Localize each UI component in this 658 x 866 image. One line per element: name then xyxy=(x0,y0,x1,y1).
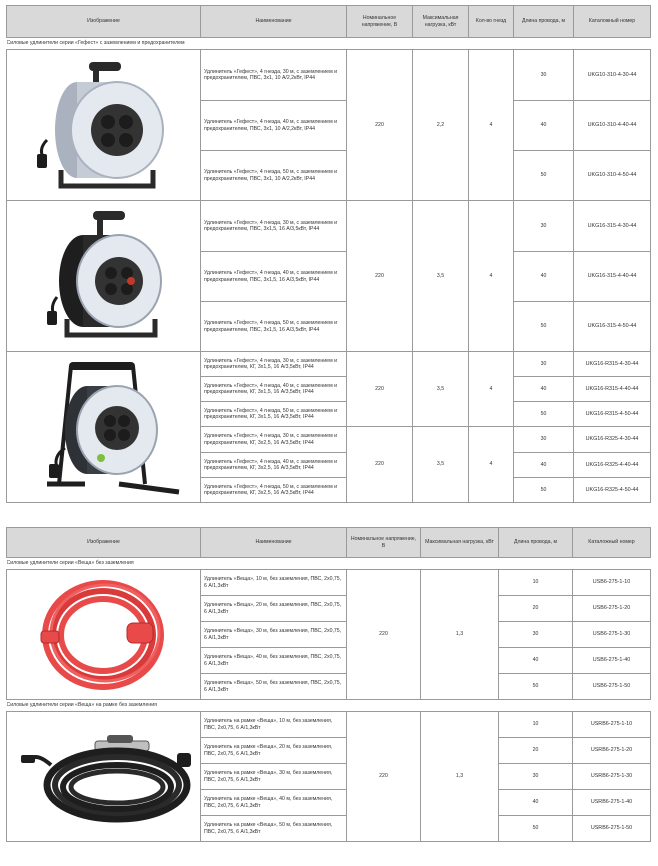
voltage-value: 220 xyxy=(347,352,413,427)
col-header-load: Максимальная нагрузка, кВт xyxy=(421,528,499,558)
length-value: 30 xyxy=(514,427,574,453)
col-header-voltage: Номинальное напряжение, В xyxy=(347,6,413,38)
length-value: 10 xyxy=(499,570,573,596)
catalog-number: UKG16-315-4-50-44 xyxy=(574,302,651,352)
col-header-sockets: Кол-во гнезд xyxy=(469,6,514,38)
coiled-red-cable-icon xyxy=(7,571,201,699)
table-row xyxy=(7,352,651,377)
product-name: Удлинитель «Гефест», 4 гнезда, 30 м, с заземлением и предохранителем, КГ, 3х2,5, 16 А/3,5кВт, IP44 xyxy=(201,427,347,453)
product-name: Удлинитель на рамке «Веща», 40 м, без заземления, ПВС, 2х0,75, 6 А/1,3кВт xyxy=(201,790,347,816)
product-name: Удлинитель на рамке «Веща», 30 м, без заземления, ПВС, 2х0,75, 6 А/1,3кВт xyxy=(201,764,347,790)
length-value: 50 xyxy=(499,674,573,700)
section-row xyxy=(7,700,651,712)
section-row xyxy=(7,38,651,50)
load-value: 1,3 xyxy=(421,712,499,842)
product-name: Удлинитель на рамке «Веща», 10 м, без заземления, ПВС, 2х0,75, 6 А/1,3кВт xyxy=(201,712,347,738)
col-header-image: Изображение xyxy=(7,528,201,558)
length-value: 20 xyxy=(499,738,573,764)
extension-cords-table xyxy=(6,527,651,842)
product-name: Удлинитель «Веща», 10 м, без заземления, ПВС, 2х0,75, 6 А/1,3кВт xyxy=(201,570,347,596)
catalog-number: USRB6-275-1-10 xyxy=(573,712,651,738)
product-name: Удлинитель «Гефест», 4 гнезда, 50 м, с заземлением и предохранителем, ПВС, 3х1, 10 А/2,2кВт, IP44 xyxy=(201,151,347,201)
product-image-cell xyxy=(7,50,201,201)
length-value: 40 xyxy=(514,101,574,151)
catalog-number: UKG16-R315-4-30-44 xyxy=(574,352,651,377)
cable-on-frame-icon xyxy=(7,713,201,841)
col-header-length: Длина провода, м xyxy=(499,528,573,558)
col-header-name: Наименование xyxy=(201,528,347,558)
extension-reels-table xyxy=(6,5,651,503)
col-header-voltage: Номинальное напряжение, В xyxy=(347,528,421,558)
sockets-value: 4 xyxy=(469,50,514,201)
length-value: 40 xyxy=(499,790,573,816)
voltage-value: 220 xyxy=(347,712,421,842)
product-name: Удлинитель «Гефест», 4 гнезда, 30 м, с заземлением и предохранителем, ПВС, 3х1,5, 16 А/3,5кВт, IP44 xyxy=(201,201,347,252)
product-image-cell xyxy=(7,352,201,503)
catalog-number: USB6-275-1-50 xyxy=(573,674,651,700)
product-name: Удлинитель «Гефест», 4 гнезда, 40 м, с заземлением и предохранителем, ПВС, 3х1,5, 16 А/3,5кВт, IP44 xyxy=(201,252,347,302)
product-name: Удлинитель на рамке «Веща», 20 м, без заземления, ПВС, 2х0,75, 6 А/1,3кВт xyxy=(201,738,347,764)
length-value: 50 xyxy=(514,302,574,352)
cable-reel-frame-icon xyxy=(7,352,201,502)
product-name: Удлинитель «Гефест», 4 гнезда, 30 м, с заземлением и предохранителем, ПВС, 3х1, 10 А/2,2кВт, IP44 xyxy=(201,50,347,101)
length-value: 40 xyxy=(514,377,574,402)
cable-reel-black-cable-icon xyxy=(7,201,201,351)
catalog-number: UKG16-R315-4-50-44 xyxy=(574,402,651,427)
sockets-value: 4 xyxy=(469,352,514,427)
catalog-number: USB6-275-1-10 xyxy=(573,570,651,596)
section-title: Силовые удлинители серии «Веща» на рамке без заземления xyxy=(7,700,651,712)
length-value: 50 xyxy=(499,816,573,842)
col-header-image: Изображение xyxy=(7,6,201,38)
product-name: Удлинитель «Гефест», 4 гнезда, 50 м, с заземлением и предохранителем, КГ, 3х1,5, 16 А/3,5кВт, IP44 xyxy=(201,402,347,427)
product-image-cell xyxy=(7,201,201,352)
product-name: Удлинитель «Гефест», 4 гнезда, 40 м, с заземлением и предохранителем, ПВС, 3х1, 10 А/2,2кВт, IP44 xyxy=(201,101,347,151)
catalog-number: UKG10-310-4-30-44 xyxy=(574,50,651,101)
col-header-catalog: Каталожный номер xyxy=(574,6,651,38)
catalog-number: UKG10-310-4-40-44 xyxy=(574,101,651,151)
catalog-number: USB6-275-1-40 xyxy=(573,648,651,674)
load-value: 3,5 xyxy=(413,352,469,427)
catalog-number: USB6-275-1-30 xyxy=(573,622,651,648)
table-row xyxy=(7,50,651,101)
section-row xyxy=(7,558,651,570)
product-name: Удлинитель на рамке «Веща», 50 м, без заземления, ПВС, 2х0,75, 6 А/1,3кВт xyxy=(201,816,347,842)
load-value: 3,5 xyxy=(413,427,469,503)
section-title: Силовые удлинители серии «Веща» без заземления xyxy=(7,558,651,570)
catalog-number: USRB6-275-1-40 xyxy=(573,790,651,816)
product-name: Удлинитель «Веща», 20 м, без заземления, ПВС, 2х0,75, 6 А/1,3кВт xyxy=(201,596,347,622)
catalog-number: UKG16-R325-4-30-44 xyxy=(574,427,651,453)
length-value: 30 xyxy=(514,201,574,252)
cable-reel-white-icon xyxy=(7,50,201,200)
length-value: 30 xyxy=(499,622,573,648)
table-row xyxy=(7,570,651,596)
length-value: 30 xyxy=(514,352,574,377)
voltage-value: 220 xyxy=(347,201,413,352)
catalog-number: USRB6-275-1-50 xyxy=(573,816,651,842)
product-name: Удлинитель «Веща», 30 м, без заземления, ПВС, 2х0,75, 6 А/1,3кВт xyxy=(201,622,347,648)
table-header-row xyxy=(7,6,651,38)
catalog-number: USRB6-275-1-20 xyxy=(573,738,651,764)
col-header-length: Длина провода, м xyxy=(514,6,574,38)
catalog-number: UKG16-R325-4-40-44 xyxy=(574,453,651,478)
length-value: 50 xyxy=(514,151,574,201)
table-header-row xyxy=(7,528,651,558)
length-value: 30 xyxy=(514,50,574,101)
load-value: 3,5 xyxy=(413,201,469,352)
catalog-number: USRB6-275-1-30 xyxy=(573,764,651,790)
load-value: 1,3 xyxy=(421,570,499,700)
length-value: 20 xyxy=(499,596,573,622)
voltage-value: 220 xyxy=(347,50,413,201)
product-name: Удлинитель «Гефест», 4 гнезда, 40 м, с заземлением и предохранителем, КГ, 3х2,5, 16 А/3,5кВт, IP44 xyxy=(201,453,347,478)
table-row xyxy=(7,201,651,252)
voltage-value: 220 xyxy=(347,427,413,503)
length-value: 50 xyxy=(514,402,574,427)
product-name: Удлинитель «Гефест», 4 гнезда, 50 м, с заземлением и предохранителем, КГ, 3х2,5, 16 А/3,5кВт, IP44 xyxy=(201,478,347,503)
table-row xyxy=(7,712,651,738)
catalog-number: UKG10-310-4-50-44 xyxy=(574,151,651,201)
length-value: 50 xyxy=(514,478,574,503)
length-value: 40 xyxy=(514,453,574,478)
product-name: Удлинитель «Веща», 50 м, без заземления, ПВС, 2х0,75, 6 А/1,3кВт xyxy=(201,674,347,700)
catalog-number: UKG16-R315-4-40-44 xyxy=(574,377,651,402)
col-header-load: Максимальная нагрузка, кВт xyxy=(413,6,469,38)
product-name: Удлинитель «Гефест», 4 гнезда, 40 м, с заземлением и предохранителем, КГ, 3х1,5, 16 А/3,5кВт, IP44 xyxy=(201,377,347,402)
product-image-cell xyxy=(7,570,201,700)
product-name: Удлинитель «Веща», 40 м, без заземления, ПВС, 2х0,75, 6 А/1,3кВт xyxy=(201,648,347,674)
length-value: 10 xyxy=(499,712,573,738)
section-title: Силовые удлинители серии «Гефест» с заземлением и предохранителем xyxy=(7,38,651,50)
load-value: 2,2 xyxy=(413,50,469,201)
length-value: 40 xyxy=(514,252,574,302)
product-name: Удлинитель «Гефест», 4 гнезда, 50 м, с заземлением и предохранителем, ПВС, 3х1,5, 16 А/3,5кВт, IP44 xyxy=(201,302,347,352)
catalog-number: UKG16-R325-4-50-44 xyxy=(574,478,651,503)
length-value: 30 xyxy=(499,764,573,790)
product-name: Удлинитель «Гефест», 4 гнезда, 30 м, с заземлением и предохранителем, КГ, 3х1,5, 16 А/3,5кВт, IP44 xyxy=(201,352,347,377)
product-image-cell xyxy=(7,712,201,842)
length-value: 40 xyxy=(499,648,573,674)
catalog-number: UKG16-315-4-30-44 xyxy=(574,201,651,252)
col-header-name: Наименование xyxy=(201,6,347,38)
sockets-value: 4 xyxy=(469,201,514,352)
col-header-catalog: Каталожный номер xyxy=(573,528,651,558)
catalog-number: UKG16-315-4-40-44 xyxy=(574,252,651,302)
catalog-number: USB6-275-1-20 xyxy=(573,596,651,622)
sockets-value: 4 xyxy=(469,427,514,503)
voltage-value: 220 xyxy=(347,570,421,700)
